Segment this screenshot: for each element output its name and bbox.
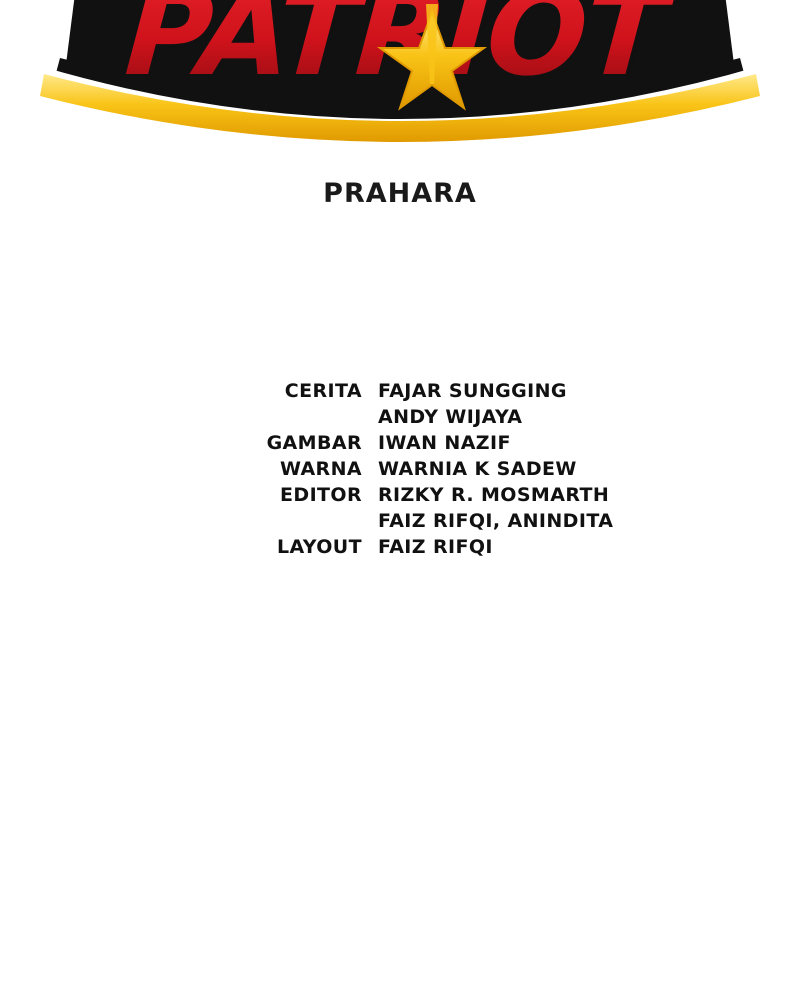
credit-name: FAJAR SUNGGING [378, 380, 567, 402]
credit-names [378, 456, 577, 482]
credit-name: IWAN NAZIF [378, 432, 511, 454]
credit-names [378, 534, 493, 560]
page-subtitle: PRAHARA [323, 178, 477, 209]
credit-row [262, 534, 682, 560]
credit-names [378, 430, 511, 456]
credit-row [262, 430, 682, 456]
credit-role-label: CERITA [284, 380, 362, 402]
credit-role-label: EDITOR [280, 484, 362, 506]
credit-names [378, 482, 613, 534]
patriot-logo-svg [0, 0, 800, 172]
credit-role-label: GAMBAR [266, 432, 362, 454]
patriot-logo [0, 0, 800, 172]
credit-name: RIZKY R. MOSMARTH [378, 484, 610, 506]
credit-name: FAIZ RIFQI, ANINDITA [378, 510, 614, 532]
credit-role-label: WARNA [279, 458, 362, 480]
credits-block [262, 378, 682, 560]
credit-names [378, 378, 567, 430]
credit-row [262, 456, 682, 482]
credit-name: ANDY WIJAYA [378, 406, 523, 428]
credit-role-label: LAYOUT [276, 536, 362, 558]
credit-name: FAIZ RIFQI [378, 536, 493, 558]
credit-name: WARNIA K SADEW [378, 458, 577, 480]
credit-row [262, 482, 682, 534]
credit-row [262, 378, 682, 430]
